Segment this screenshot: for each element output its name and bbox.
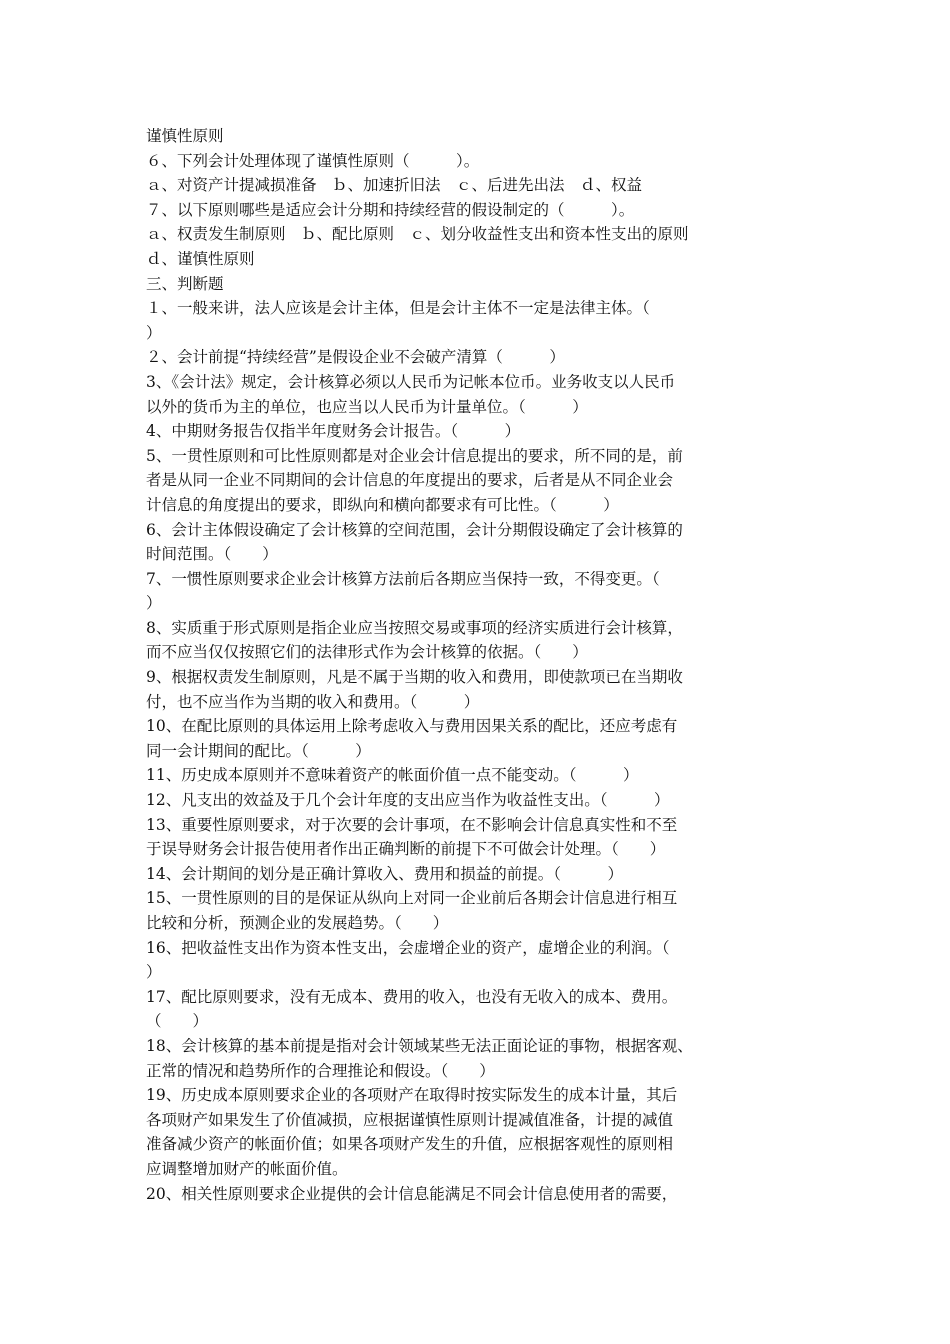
text-line: ） <box>146 323 162 342</box>
text-line: 于误导财务会计报告使用者作出正确判断的前提下不可做会计处理。（ ） <box>146 840 666 859</box>
text-line: ） <box>146 963 162 982</box>
text-line: 11、历史成本原则并不意味着资产的帐面价值一点不能变动。（ ） <box>146 766 639 785</box>
text-line: 3、《会计法》规定，会计核算必须以人民币为记帐本位币。业务收支以人民币 <box>146 372 676 391</box>
text-line: 各项财产如果发生了价值减损，应根据谨慎性原则计提减值准备，计提的减值 <box>146 1110 674 1129</box>
text-line: 同一会计期间的配比。（ ） <box>146 741 371 760</box>
text-line: 18、会计核算的基本前提是指对会计领域某些无法正面论证的事物，根据客观、 <box>146 1036 693 1055</box>
text-line: 而不应当仅仅按照它们的法律形式作为会计核算的依据。（ ） <box>146 643 588 662</box>
text-line: 应调整增加财产的帐面价值。 <box>146 1159 348 1178</box>
text-line: 19、历史成本原则要求企业的各项财产在取得时按实际发生的成本计量，其后 <box>146 1086 678 1105</box>
text-line: 付，也不应当作为当期的收入和费用。（ ） <box>146 692 480 711</box>
text-line: （ ） <box>146 1012 209 1031</box>
text-line: 12、凡支出的效益及于几个会计年度的支出应当作为收益性支出。（ ） <box>146 791 670 810</box>
section-heading: 三、判断题 <box>146 274 224 293</box>
text-line: 正常的情况和趋势所作的合理推论和假设。（ ） <box>146 1061 495 1080</box>
text-line: ７、以下原则哪些是适应会计分期和持续经营的假设制定的（ ）。 <box>146 200 635 219</box>
text-line: 15、一贯性原则的目的是保证从纵向上对同一企业前后各期会计信息进行相互 <box>146 889 678 908</box>
text-line: 者是从同一企业不同期间的会计信息的年度提出的要求，后者是从不同企业会 <box>146 471 674 490</box>
text-line: １、一般来讲，法人应该是会计主体，但是会计主体不一定是法律主体。（ <box>146 299 650 318</box>
text-line: 14、会计期间的划分是正确计算收入、费用和损益的前提。（ ） <box>146 864 623 883</box>
text-line: 7、一惯性原则要求企业会计核算方法前后各期应当保持一致，不得变更。（ <box>146 569 660 588</box>
text-line: ２、会计前提“持续经营”是假设企业不会破产清算（ ） <box>146 348 565 367</box>
text-line: ａ、对资产计提减损准备 ｂ、加速折旧法 ｃ、后进先出法 ｄ、权益 <box>146 176 643 195</box>
text-line: ） <box>146 594 162 613</box>
text-line: 以外的货币为主的单位，也应当以人民币为计量单位。（ ） <box>146 397 588 416</box>
text-line: 计信息的角度提出的要求，即纵向和横向都要求有可比性。（ ） <box>146 495 619 514</box>
text-line: ａ、权责发生制原则 ｂ、配比原则 ｃ、划分收益性支出和资本性支出的原则 <box>146 225 689 244</box>
text-line: ｄ、谨慎性原则 <box>146 249 255 268</box>
text-line: ６、下列会计处理体现了谨慎性原则（ ）。 <box>146 151 480 170</box>
text-line: 16、把收益性支出作为资本性支出，会虚增企业的资产，虚增企业的利润。（ <box>146 938 670 957</box>
text-line: 比较和分析，预测企业的发展趋势。（ ） <box>146 914 449 932</box>
text-line: 10、在配比原则的具体运用上除考虑收入与费用因果关系的配比，还应考虑有 <box>146 717 678 736</box>
text-line: 5、一贯性原则和可比性原则都是对企业会计信息提出的要求，所不同的是，前 <box>146 446 683 465</box>
text-line: 6、会计主体假设确定了会计核算的空间范围，会计分期假设确定了会计核算的 <box>146 520 683 539</box>
text-line: 9、根据权责发生制原则，凡是不属于当期的收入和费用，即使款项已在当期收 <box>146 668 683 687</box>
text-line: 时间范围。（ ） <box>146 545 278 564</box>
text-line: 8、实质重于形式原则是指企业应当按照交易或事项的经济实质进行会计核算， <box>146 618 683 637</box>
document-body <box>146 124 810 1206</box>
text-line: 准备减少资产的帐面价值；如果各项财产发生的升值，应根据客观性的原则相 <box>146 1135 674 1154</box>
text-line: 17、配比原则要求，没有无成本、费用的收入，也没有无收入的成本、费用。 <box>146 987 678 1006</box>
text-line: 谨慎性原则 <box>146 127 224 145</box>
text-line: 13、重要性原则要求，对于次要的会计事项，在不影响会计信息真实性和不至 <box>146 815 678 834</box>
text-line: 4、中期财务报告仅指半年度财务会计报告。（ ） <box>146 422 521 441</box>
text-line: 20、相关性原则要求企业提供的会计信息能满足不同会计信息使用者的需要， <box>146 1184 678 1203</box>
